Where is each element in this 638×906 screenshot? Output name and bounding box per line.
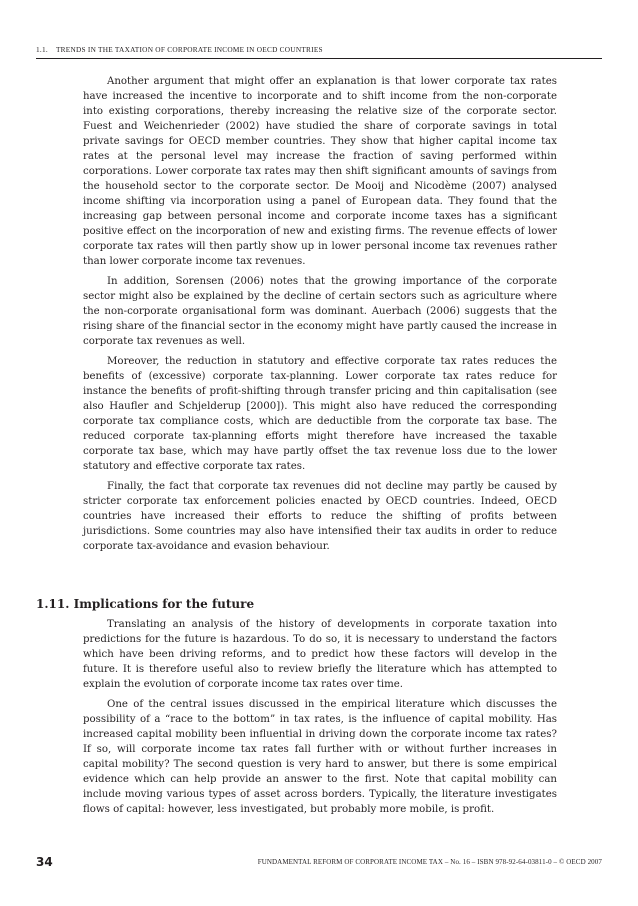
paragraph: Another argument that might offer an explanation is that lower corporate tax rates have increased the incentive to incorporate and to shift income from the non-corporate into existing corporations, thereby increasing the relative size of the corporate sector. Fuest and Weichenrieder (2002) have studied the share of corporate savings in total private savings for OECD member countries. They show that higher capital income tax rates at the personal level may increase the fraction of saving performed within corporations. Lower corporate tax rates may then shift significant amounts of savings from the household sector to the corporate sector. De Mooij and Nicodème (2007) analysed income shifting via incorporation using a panel of European data. They found that the increasing gap between personal income and corporate income taxes has a significant positive effect on the incorporation of new and existing firms. The revenue effects of lower corporate tax rates will then partly show up in lower personal income tax revenues rather than lower corporate income tax revenues. xyxy=(83,76,557,267)
section-heading: 1.11. Implications for the future xyxy=(36,597,255,611)
running-head-title: TRENDS IN THE TAXATION OF CORPORATE INCOME IN OECD COUNTRIES xyxy=(55,45,323,54)
page-number: 34 xyxy=(36,855,53,869)
running-head xyxy=(36,45,602,59)
section-body-text xyxy=(83,617,557,822)
paragraph: Moreover, the reduction in statutory and effective corporate tax rates reduces the benefits of (excessive) corporate tax-planning. Lower corporate tax rates reduce for instance the benefits of profit-shifting through transfer pricing and thin capitalisation (see also Haufler and Schjelderup [2000]). This might also have reduced the corresponding corporate tax compliance costs, which are deductible from the corporate tax base. The reduced corporate tax-planning efforts might therefore have increased the taxable corporate tax base, which may have partly offset the tax revenue loss due to the lower statutory and effective corporate tax rates. xyxy=(83,356,557,472)
running-head-section-number: 1.1. xyxy=(36,45,48,54)
footer-citation: FUNDAMENTAL REFORM OF CORPORATE INCOME TAX – No. 16 – ISBN 978-92-64-03811-0 – © OECD 2007 xyxy=(257,858,602,866)
paragraph: One of the central issues discussed in the empirical literature which discusses the possibility of a “race to the bottom” in tax rates, is the influence of capital mobility. Has increased capital mobility been influential in driving down the corporate income tax rates? If so, will corporate income tax rates fall further with or without further increases in capital mobility? The second question is very hard to answer, but there is some empirical evidence which can help provide an answer to the first. Note that capital mobility can include moving various types of asset across borders. Typically, the literature investigates flows of capital: however, less investigated, but probably more mobile, is profit. xyxy=(83,699,557,815)
paragraph: Translating an analysis of the history of developments in corporate taxation into predictions for the future is hazardous. To do so, it is necessary to understand the factors which have been driving reforms, and to predict how these factors will develop in the future. It is therefore useful also to review briefly the literature which has attempted to explain the evolution of corporate income tax rates over time. xyxy=(83,619,557,690)
body-text xyxy=(83,74,557,559)
paragraph: In addition, Sorensen (2006) notes that the growing importance of the corporate sector might also be explained by the decline of certain sectors such as agriculture where the non-corporate organisational form was dominant. Auerbach (2006) suggests that the rising share of the financial sector in the economy might have partly caused the increase in corporate tax revenues as well. xyxy=(83,276,557,347)
paragraph: Finally, the fact that corporate tax revenues did not decline may partly be caused by stricter corporate tax enforcement policies enacted by OECD countries. Indeed, OECD countries have increased their efforts to reduce the shifting of profits between jurisdictions. Some countries may also have intensified their tax audits in order to reduce corporate tax-avoidance and evasion behaviour. xyxy=(83,481,557,552)
